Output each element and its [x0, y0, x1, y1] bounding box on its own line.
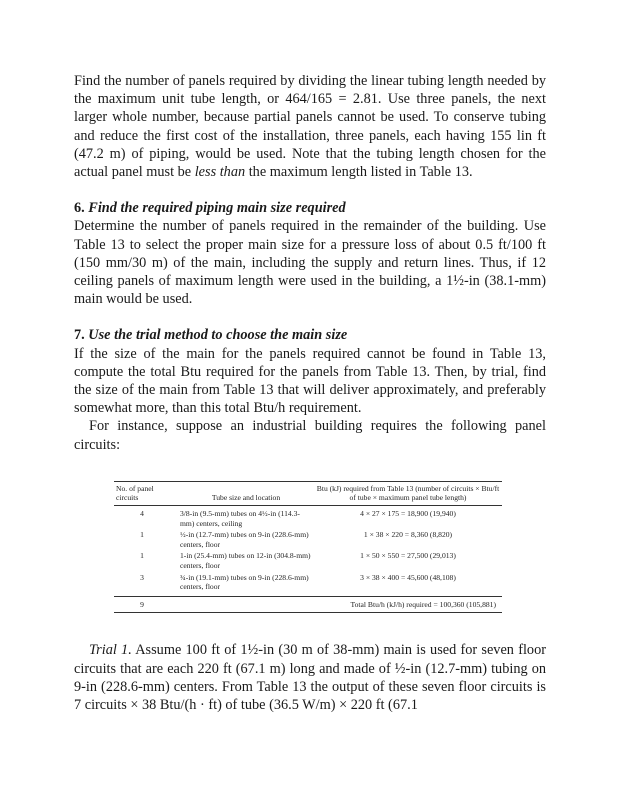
table-row: 1 1-in (25.4-mm) tubes on 12-in (304.8-mm) centers, floor 1 × 50 × 550 = 27,500 (29,013)	[140, 551, 456, 571]
table-total-row: 9 Total Btu/h (kJ/h) required = 100,360 (105,881)	[114, 596, 502, 613]
table-header-row	[114, 481, 502, 505]
trial-1-paragraph: Trial 1. Assume 100 ft of 1½-in (30 m of 38-mm) main is used for seven floor circuits that are each 220 ft (67.1 m) long and made of ½-in (12.7-mm) tubing on 9-in (228.6-mm) centers. From Table 13 the output of these seven floor circuits is 7 circuits × 38 Btu/(h · ft) of tube (36.5 W/m) × 220 ft (67.1	[74, 642, 546, 713]
paragraph-panels: Find the number of panels required by dividing the linear tubing length needed by the maximum unit tube length, or 464/165 = 2.81. Use three panels, the next larger whole number, because partial panels cannot be used. To conserve tubing and reduce the first cost of the installation, three panels, each having 155 lin ft (47.2 m) of piping, would be used. Note that the tubing length chosen for the actual panel must be less than the maximum length listed in Table 13.	[74, 73, 546, 181]
table-row: 1 ½-in (12.7-mm) tubes on 9-in (228.6-mm) centers, floor 1 × 38 × 220 = 8,360 (8,820)	[140, 530, 453, 549]
table-row: 4 3/8-in (9.5-mm) tubes on 4½-in (114.3-mm) centers, ceiling 4 × 27 × 175 = 18,900 (19,940)	[140, 509, 456, 528]
section-6-body: Determine the number of panels required in the remainder of the building. Use Table 13 to select the proper main size for a pressure loss of about 0.5 ft/100 ft (150 mm/30 m) of the main, including the supply and return lines. Thus, if 12 ceiling panels of maximum length were used in the building, a 1½-in (38.1-mm) main would be used.	[74, 218, 546, 308]
document-page	[74, 72, 546, 714]
emphasis-less-than: less than	[194, 164, 246, 181]
trial-1-label: Trial 1.	[89, 642, 132, 659]
section-7-body: If the size of the main for the panels required cannot be found in Table 13, compute the total Btu required for the panels from Table 13. Then, by trial, find the size of the main from Table 13 that will deliver approximately, and preferably somewhat more, than this total Btu/h requirement.	[74, 345, 546, 417]
section-6-heading: 6. Find the required piping main size required	[74, 200, 346, 217]
panel-circuits-table	[114, 481, 502, 614]
header-btu: Btu (kJ) required from Table 13 (number of circuits × Btu/ft of tube × maximum panel tube length)	[316, 483, 500, 503]
panel-circuits-table-wrapper	[114, 481, 502, 614]
header-tube-size: Tube size and location	[211, 493, 281, 503]
table-row: 3 ¾-in (19.1-mm) tubes on 9-in (228.6-mm) centers, floor 3 × 38 × 400 = 45,600 (48,108)	[140, 572, 456, 592]
section-7-heading: 7. Use the trial method to choose the main size	[74, 327, 348, 344]
header-circuits: No. of panel circuits	[116, 483, 154, 503]
section-7-example: For instance, suppose an industrial building requires the following panel circuits:	[74, 418, 546, 453]
